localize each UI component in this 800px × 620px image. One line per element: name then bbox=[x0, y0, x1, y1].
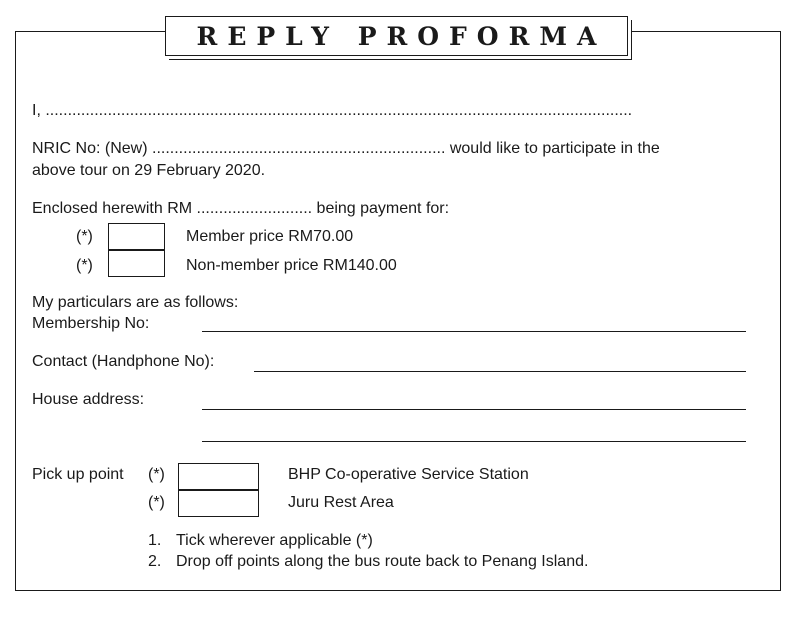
payment-amount-line[interactable]: Enclosed herewith RM .......................... being payment for: bbox=[32, 200, 450, 217]
nonmember-price-label: Non-member price RM140.00 bbox=[186, 257, 397, 274]
address-input-line-2[interactable] bbox=[202, 441, 746, 442]
particulars-heading: My particulars are as follows: bbox=[32, 294, 239, 311]
pickup-option-2-marker: (*) bbox=[148, 494, 165, 511]
note-2-text: Drop off points along the bus route back to Penang Island. bbox=[176, 553, 589, 570]
contact-label: Contact (Handphone No): bbox=[32, 353, 215, 370]
pickup-bhp-checkbox[interactable] bbox=[178, 463, 259, 490]
nonmember-option-marker: (*) bbox=[76, 257, 93, 274]
pickup-bhp-label: BHP Co-operative Service Station bbox=[288, 466, 529, 483]
member-option-marker: (*) bbox=[76, 228, 93, 245]
contact-input-line[interactable] bbox=[254, 371, 746, 372]
note-1-number: 1. bbox=[148, 532, 162, 549]
form-title-box bbox=[165, 16, 628, 56]
nric-field-line[interactable]: NRIC No: (New) .................................................................. would like to participate in the bbox=[32, 140, 660, 157]
note-1-text: Tick wherever applicable (*) bbox=[176, 532, 373, 549]
membership-input-line[interactable] bbox=[202, 331, 746, 332]
member-price-checkbox[interactable] bbox=[108, 223, 165, 250]
tour-date-text: above tour on 29 February 2020. bbox=[32, 162, 266, 179]
pickup-option-1-marker: (*) bbox=[148, 466, 165, 483]
address-input-line-1[interactable] bbox=[202, 409, 746, 410]
address-label: House address: bbox=[32, 391, 145, 408]
name-field-line[interactable]: I, .................................................................................................................................... bbox=[32, 102, 633, 119]
form-title: REPLY PROFORMA bbox=[196, 21, 607, 51]
pickup-juru-checkbox[interactable] bbox=[178, 490, 259, 517]
nonmember-price-checkbox[interactable] bbox=[108, 250, 165, 277]
pickup-juru-label: Juru Rest Area bbox=[288, 494, 394, 511]
member-price-label: Member price RM70.00 bbox=[186, 228, 354, 245]
note-2-number: 2. bbox=[148, 553, 162, 570]
membership-label: Membership No: bbox=[32, 315, 150, 332]
pickup-label: Pick up point bbox=[32, 466, 124, 483]
